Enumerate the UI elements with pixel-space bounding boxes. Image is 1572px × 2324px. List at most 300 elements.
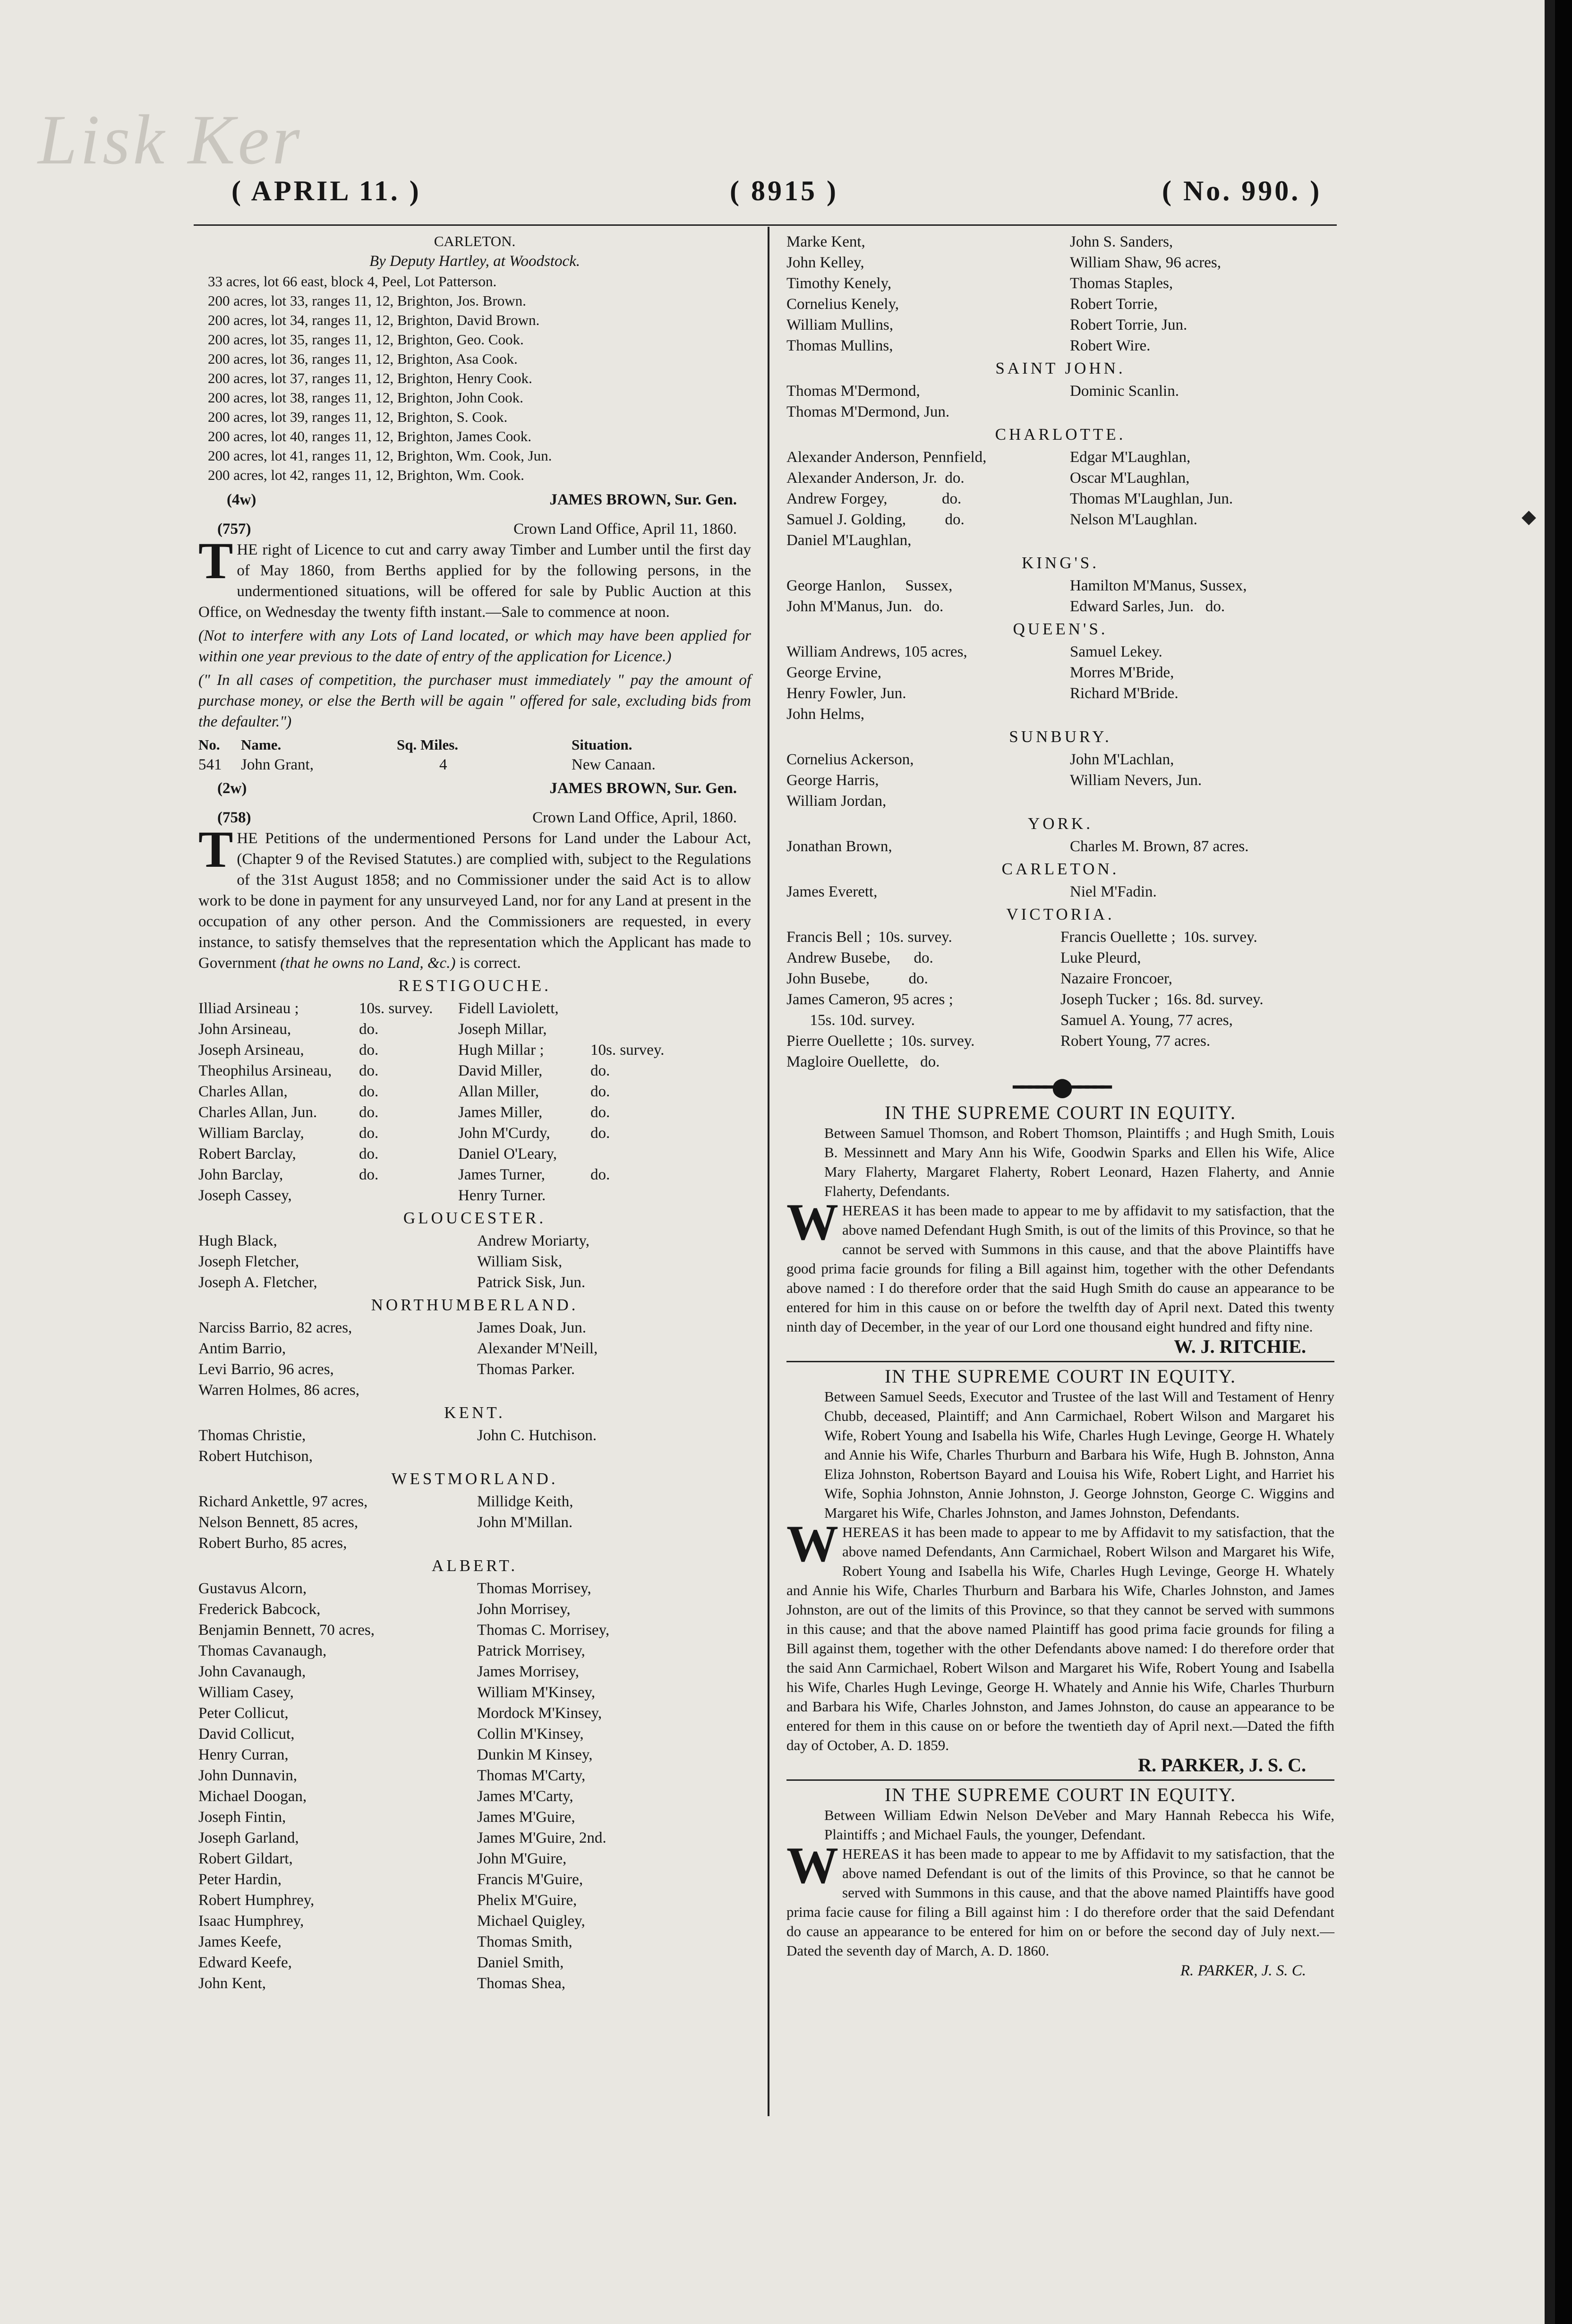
entry-cell: Robert Torrie, xyxy=(1070,296,1158,313)
entry-cell: Hamilton M'Manus, Sussex, xyxy=(1070,577,1247,594)
entry-cell: Nelson Bennett, 85 acres, xyxy=(198,1514,359,1531)
entry-cell: Frederick Babcock, xyxy=(198,1601,321,1618)
applicant-row xyxy=(198,1144,751,1164)
entry-cell: John M'Guire, xyxy=(477,1850,567,1867)
applicant-row xyxy=(198,1848,751,1869)
applicant-row xyxy=(786,294,1334,315)
applicant-row xyxy=(786,402,1334,422)
applicant-row xyxy=(198,1682,751,1703)
applicant-row xyxy=(786,530,1334,551)
york-heading: YORK. xyxy=(1028,814,1093,833)
entry-cell: Phelix M'Guire, xyxy=(477,1892,577,1909)
applicant-row xyxy=(198,1164,751,1185)
applicant-row xyxy=(198,1640,751,1661)
applicant-row xyxy=(786,683,1334,704)
entry-cell: Thomas M'Dermond, Jun. xyxy=(786,403,950,420)
applicant-row xyxy=(198,1446,751,1467)
entry-cell: John S. Sanders, xyxy=(1070,233,1173,250)
york-list xyxy=(786,836,1334,857)
entry-cell: Samuel A. Young, 77 acres, xyxy=(1060,1012,1233,1029)
entry-cell: John Barclay, xyxy=(198,1166,283,1183)
entry-cell: Dominic Scanlin. xyxy=(1070,383,1179,400)
court-notice-2-signature: R. PARKER, J. S. C. xyxy=(1138,1754,1306,1776)
applicant-row xyxy=(198,1019,751,1040)
licence-note: (Not to interfere with any Lots of Land located, or which may have been applied for within one year previous to the date of entry of the application for Licence.) xyxy=(198,627,751,665)
applicant-row xyxy=(198,1786,751,1807)
section-rule xyxy=(786,1361,1334,1362)
applicant-row xyxy=(786,791,1334,812)
restigouche-list xyxy=(198,998,751,1206)
entry-cell: Morres M'Bride, xyxy=(1070,664,1174,681)
entry-cell: Thomas Shea, xyxy=(477,1975,565,1992)
applicant-row xyxy=(786,315,1334,335)
applicant-row xyxy=(786,509,1334,530)
entry-cell: James Morrisey, xyxy=(477,1663,579,1680)
victoria-heading: VICTORIA. xyxy=(1006,905,1115,923)
entry-cell: Thomas Cavanaugh, xyxy=(198,1642,327,1659)
entry-cell: William Jordan, xyxy=(786,793,887,810)
entry-cell: Thomas Mullins, xyxy=(786,337,893,354)
entry-cell: Andrew Busebe, do. xyxy=(786,949,933,966)
kent-heading: KENT. xyxy=(444,1403,505,1422)
court-notice-3-body: WHEREAS it has been made to appear to me by Affidavit to my satisfaction, that the above named Defendant is out of the limits of this Province, so that he cannot be served with Summons in this cause, and that the above named Plaintiffs have good prima facie cause for filing a Bill against him : I do therefore order that the said Defendant do cause an appearance to be entered for him on or before the second day of July next.—Dated the seventh day of March, A. D. 1860. xyxy=(786,1837,1334,1959)
licence-notice-body: THE right of Licence to cut and carry away Timber and Lumber until the first day of May 1860, from Berths applied for by the following persons, in the undermentioned situations, will be offered for sale by Public Auction at this Office, on Wednesday the twenty fifth instant.—Sale to commence at noon. xyxy=(198,532,751,621)
court-notice-2-body: WHEREAS it has been made to appear to me by Affidavit to my satisfaction, that the above named Defendants, Ann Carmichael, Robert Wilson and Margaret his Wife, Robert Young and Isabella his Wife, Charles Hugh Levinge, George H. Whately and Annie his Wife, Charles Thurburn and Barbara his Wife, Charles Johnston, and James Johnston, are out of the limits of this Province, so that they cannot be served with summons in this cause; and that the above named Plaintiff has good prima facie grounds for filing a Bill against them, together with the other Defendants above named: I do therefore order that the said Ann Carmichael, Robert Wilson and Margaret his Wife, Robert Young and Isabella his Wife, Charles Hugh Levinge, George H. Whately and Annie his Wife, Charles Thurburn and Barbara his Wife, Charles Johnston, and James Johnston, do cause an appearance to be entered for them in this cause on or before the twentieth day of April next.—Dated the fifth day of October, A. D. 1859. xyxy=(786,1515,1334,1753)
entry-cell: Robert Wire. xyxy=(1070,337,1151,354)
entry-cell: Isaac Humphrey, xyxy=(198,1913,304,1930)
applicant-row xyxy=(198,1081,751,1102)
entry-cell: William Mullins, xyxy=(786,316,894,333)
entry-cell: Patrick Morrisey, xyxy=(477,1642,585,1659)
applicant-row xyxy=(198,1599,751,1620)
applicant-row xyxy=(198,1744,751,1765)
albert-continued-list xyxy=(786,231,1334,356)
entry-cell: Thomas Morrisey, xyxy=(477,1580,591,1597)
entry-cell: Thomas M'Carty, xyxy=(477,1767,586,1784)
entry-cell: Edgar M'Laughlan, xyxy=(1070,449,1191,466)
entry-cell: do. xyxy=(359,1021,379,1038)
westmorland-list xyxy=(198,1491,751,1554)
entry-cell: Hugh Black, xyxy=(198,1232,277,1249)
lot-entry: 200 acres, lot 42, ranges 11, 12, Brighton, Wm. Cook. xyxy=(208,467,524,483)
applicant-row xyxy=(198,1620,751,1640)
entry-cell: Joseph A. Fletcher, xyxy=(198,1274,317,1291)
entry-cell: Andrew Moriarty, xyxy=(477,1232,590,1249)
applicant-row xyxy=(786,704,1334,725)
lot-entry: 200 acres, lot 36, ranges 11, 12, Brighton, Asa Cook. xyxy=(208,350,518,367)
entry-cell: William Barclay, xyxy=(198,1125,304,1142)
court-notice-1-signature: W. J. RITCHIE. xyxy=(1174,1336,1306,1357)
applicant-row xyxy=(786,1051,1334,1072)
northumberland-heading: NORTHUMBERLAND. xyxy=(371,1296,579,1314)
entry-cell: Theophilus Arsineau, xyxy=(198,1062,332,1079)
entry-cell: Jonathan Brown, xyxy=(786,838,892,855)
westmorland-heading: WESTMORLAND. xyxy=(391,1470,558,1488)
applicant-row xyxy=(198,1317,751,1338)
entry-cell: Joseph Fintin, xyxy=(198,1809,286,1826)
entry-cell: John C. Hutchison. xyxy=(477,1427,597,1444)
licence-table-header: No. Name. Sq. Miles. Situation. xyxy=(198,736,632,753)
applicant-row xyxy=(198,1973,751,1994)
entry-cell: David Miller, xyxy=(458,1062,543,1079)
entry-cell: William Sisk, xyxy=(477,1253,563,1270)
entry-cell: Joseph Tucker ; 16s. 8d. survey. xyxy=(1060,991,1264,1008)
lot-entry: 200 acres, lot 35, ranges 11, 12, Brighton, Geo. Cook. xyxy=(208,331,524,348)
entry-cell: John M'Lachlan, xyxy=(1070,751,1174,768)
entry-cell: William Andrews, 105 acres, xyxy=(786,643,967,660)
entry-cell: John Morrisey, xyxy=(477,1601,571,1618)
entry-cell: Thomas M'Laughlan, Jun. xyxy=(1070,490,1233,507)
entry-cell: Thomas Parker. xyxy=(477,1361,575,1378)
entry-cell: George Ervine, xyxy=(786,664,881,681)
entry-cell: John M'Manus, Jun. do. xyxy=(786,598,944,615)
entry-cell: Henry Turner. xyxy=(458,1187,546,1204)
entry-cell: James Miller, xyxy=(458,1104,543,1121)
applicant-row xyxy=(198,1060,751,1081)
carleton-heading: CARLETON. xyxy=(434,233,516,249)
entry-cell: Francis Bell ; 10s. survey. xyxy=(786,929,952,946)
carleton-lot-list xyxy=(198,272,751,485)
applicant-row xyxy=(786,335,1334,356)
deputy-line: By Deputy Hartley, at Woodstock. xyxy=(369,253,580,270)
applicant-row xyxy=(198,1578,751,1599)
right-column xyxy=(786,231,1334,1981)
office-dateline: Crown Land Office, April 11, 1860. xyxy=(513,521,737,538)
entry-cell: John Helms, xyxy=(786,706,864,723)
applicant-row xyxy=(198,1765,751,1786)
court-notice-1-parties: Between Samuel Thomson, and Robert Thomson, Plaintiffs ; and Hugh Smith, Louis B. Messinnett and Mary Ann his Wife, Goodwin Sparks and Ellen his Wife, Alice Mary Flaherty, Margaret Flaherty, Robert Leonard, Hazen Flaherty, and Annie Flaherty, Defendants. xyxy=(824,1125,1334,1199)
entry-cell: Thomas C. Morrisey, xyxy=(477,1622,610,1639)
competition-note: (" In all cases of competition, the purchaser must immediately " pay the amount of purchase money, or else the Berth will be again " offered for sale, excluding bids from the defaulter.") xyxy=(198,672,751,730)
entry-cell: Peter Hardin, xyxy=(198,1871,282,1888)
entry-cell: John Busebe, do. xyxy=(786,970,928,987)
applicant-row xyxy=(198,1338,751,1359)
court-notice-3-signature: R. PARKER, J. S. C. xyxy=(1180,1962,1306,1979)
applicant-row xyxy=(198,1102,751,1123)
entry-cell: John Dunnavin, xyxy=(198,1767,297,1784)
entry-cell: John Cavanaugh, xyxy=(198,1663,306,1680)
entry-cell: Joseph Garland, xyxy=(198,1829,299,1846)
entry-cell: George Hanlon, Sussex, xyxy=(786,577,953,594)
applicant-row xyxy=(786,468,1334,488)
entry-cell: Illiad Arsineau ; xyxy=(198,1000,299,1017)
entry-cell: Peter Collicut, xyxy=(198,1705,289,1722)
entry-cell xyxy=(359,1185,458,1206)
entry-cell: do. xyxy=(359,1166,379,1183)
applicant-row xyxy=(198,1272,751,1293)
notice-tag: (2w) xyxy=(217,780,247,797)
entry-cell: Alexander Anderson, Jr. do. xyxy=(786,470,965,487)
gloucester-list xyxy=(198,1230,751,1293)
notice-number: (758) xyxy=(217,809,251,826)
pencil-annotation: Lisk Ker xyxy=(38,101,303,179)
entry-cell: Charles Allan, xyxy=(198,1083,288,1100)
entry-cell: William M'Kinsey, xyxy=(477,1684,595,1701)
entry-cell: Joseph Arsineau, xyxy=(198,1042,304,1059)
entry-cell: do. xyxy=(359,1083,379,1100)
applicant-row xyxy=(786,488,1334,509)
entry-cell: Nelson M'Laughlan. xyxy=(1070,511,1197,528)
entry-cell: Samuel Lekey. xyxy=(1070,643,1162,660)
entry-cell: Robert Burho, 85 acres, xyxy=(198,1535,347,1552)
entry-cell: Luke Pleurd, xyxy=(1060,949,1141,966)
entry-cell: Cornelius Kenely, xyxy=(786,296,899,313)
entry-cell: James Cameron, 95 acres ; xyxy=(786,991,953,1008)
entry-cell: Alexander Anderson, Pennfield, xyxy=(786,449,987,466)
entry-cell: Joseph Cassey, xyxy=(198,1187,292,1204)
applicant-row xyxy=(786,1010,1334,1031)
applicant-row xyxy=(198,1952,751,1973)
entry-cell: 10s. survey. xyxy=(590,1042,665,1059)
entry-cell: Edward Keefe, xyxy=(198,1954,292,1971)
sunbury-list xyxy=(786,749,1334,812)
charlotte-list xyxy=(786,447,1334,551)
entry-cell: do. xyxy=(359,1062,379,1079)
licence-table-row: 541 John Grant, 4 New Canaan. xyxy=(198,756,656,773)
entry-cell: Francis M'Guire, xyxy=(477,1871,583,1888)
entry-cell: Niel M'Fadin. xyxy=(1070,883,1157,900)
applicant-row xyxy=(198,1661,751,1682)
entry-cell: Patrick Sisk, Jun. xyxy=(477,1274,586,1291)
entry-cell: John M'Curdy, xyxy=(458,1125,550,1142)
entry-cell: do. xyxy=(590,1104,610,1121)
lot-entry: 200 acres, lot 41, ranges 11, 12, Brighton, Wm. Cook, Jun. xyxy=(208,447,552,464)
applicant-row xyxy=(786,252,1334,273)
applicant-row xyxy=(198,1230,751,1251)
applicant-row xyxy=(786,381,1334,402)
entry-cell: Allan Miller, xyxy=(458,1083,539,1100)
entry-cell: do. xyxy=(359,1145,379,1162)
applicant-row xyxy=(198,998,751,1019)
sunbury-heading: SUNBURY. xyxy=(1009,727,1112,746)
queens-heading: QUEEN'S. xyxy=(1013,620,1108,638)
entry-cell: Hugh Millar ; xyxy=(458,1042,544,1059)
entry-cell: Daniel Smith, xyxy=(477,1954,564,1971)
applicant-row xyxy=(198,1724,751,1744)
kings-list xyxy=(786,575,1334,617)
carleton-2-list xyxy=(786,881,1334,902)
entry-cell: 10s. survey. xyxy=(359,1000,433,1017)
entry-cell: 15s. 10d. survey. xyxy=(786,1012,915,1029)
entry-cell: John Arsineau, xyxy=(198,1021,291,1038)
entry-cell: Thomas M'Dermond, xyxy=(786,383,920,400)
charlotte-heading: CHARLOTTE. xyxy=(995,425,1126,444)
kings-heading: KING'S. xyxy=(1021,554,1099,572)
carleton-2-heading: CARLETON. xyxy=(1001,860,1119,878)
entry-cell: Alexander M'Neill, xyxy=(477,1340,598,1357)
albert-heading: ALBERT. xyxy=(431,1556,518,1575)
lot-entry: 200 acres, lot 38, ranges 11, 12, Brighton, John Cook. xyxy=(208,389,523,406)
court-notice-1-body: WHEREAS it has been made to appear to me by affidavit to my satisfaction, that the above named Defendant Hugh Smith, is out of the limits of this Province, so that he cannot be served with Summons in this cause, and that the above Plaintiffs have good prima facie grounds for filing a Bill against him, together with the other Defendants above named : I do therefore order that the said Hugh Smith do cause an appearance to be entered for him in this cause on or before the twelfth day of April next. Dated this twenty ninth day of December, in the year of our Lord one thousand eight hundred and fifty nine. xyxy=(786,1193,1334,1335)
kent-list xyxy=(198,1425,751,1467)
entry-cell: Henry Fowler, Jun. xyxy=(786,685,906,702)
applicant-row xyxy=(198,1425,751,1446)
lot-entry: 200 acres, lot 39, ranges 11, 12, Brighton, S. Cook. xyxy=(208,409,508,425)
applicant-row xyxy=(786,575,1334,596)
entry-cell: James M'Guire, xyxy=(477,1809,575,1826)
entry-cell: William Nevers, Jun. xyxy=(1070,772,1202,789)
header-page-number: ( 8915 ) xyxy=(730,175,838,206)
entry-cell: Daniel M'Laughlan, xyxy=(786,532,912,549)
entry-cell: Edward Sarles, Jun. do. xyxy=(1070,598,1225,615)
entry-cell: Robert Barclay, xyxy=(198,1145,296,1162)
notice-number: (757) xyxy=(217,521,251,538)
applicant-row xyxy=(198,1512,751,1533)
entry-cell: Warren Holmes, 86 acres, xyxy=(198,1382,359,1399)
applicant-row xyxy=(198,1251,751,1272)
column-rule xyxy=(768,227,769,2116)
applicant-row xyxy=(786,948,1334,968)
entry-cell: Collin M'Kinsey, xyxy=(477,1726,584,1743)
entry-cell: do. xyxy=(590,1166,610,1183)
applicant-row xyxy=(786,447,1334,468)
entry-cell: Richard Ankettle, 97 acres, xyxy=(198,1493,368,1510)
applicant-row xyxy=(198,1890,751,1911)
applicant-row xyxy=(198,1040,751,1060)
entry-cell: Oscar M'Laughlan, xyxy=(1070,470,1190,487)
entry-cell: James M'Carty, xyxy=(477,1788,573,1805)
lot-entry: 33 acres, lot 66 east, block 4, Peel, Lot Patterson. xyxy=(208,273,497,290)
applicant-row xyxy=(198,1533,751,1554)
entry-cell: Michael Quigley, xyxy=(477,1913,585,1930)
entry-cell: do. xyxy=(590,1062,610,1079)
saint-john-list xyxy=(786,381,1334,422)
applicant-row xyxy=(786,231,1334,252)
entry-cell: James M'Guire, 2nd. xyxy=(477,1829,607,1846)
applicant-row xyxy=(786,927,1334,948)
entry-cell: Pierre Ouellette ; 10s. survey. xyxy=(786,1033,975,1050)
albert-list xyxy=(198,1578,751,1994)
entry-cell: David Collicut, xyxy=(198,1726,295,1743)
entry-cell: John Kelley, xyxy=(786,254,864,271)
entry-cell: Joseph Millar, xyxy=(458,1021,547,1038)
entry-cell: James Everett, xyxy=(786,883,878,900)
applicant-row xyxy=(786,1031,1334,1051)
entry-cell: John M'Millan. xyxy=(477,1514,573,1531)
saint-john-heading: SAINT JOHN. xyxy=(995,359,1126,377)
applicant-row xyxy=(198,1491,751,1512)
entry-cell: James Keefe, xyxy=(198,1933,282,1950)
entry-cell: Daniel O'Leary, xyxy=(458,1145,557,1162)
northumberland-list xyxy=(198,1317,751,1401)
entry-cell: Levi Barrio, 96 acres, xyxy=(198,1361,334,1378)
header-date: ( APRIL 11. ) xyxy=(231,175,421,206)
signature: JAMES BROWN, Sur. Gen. xyxy=(549,491,737,508)
applicant-row xyxy=(198,1703,751,1724)
entry-cell: Mordock M'Kinsey, xyxy=(477,1705,602,1722)
applicant-row xyxy=(198,1185,751,1206)
entry-cell: Thomas Staples, xyxy=(1070,275,1173,292)
entry-cell: Henry Curran, xyxy=(198,1746,289,1763)
entry-cell: Marke Kent, xyxy=(786,233,865,250)
office-dateline: Crown Land Office, April, 1860. xyxy=(532,809,737,826)
applicant-row xyxy=(786,989,1334,1010)
restigouche-heading: RESTIGOUCHE. xyxy=(398,976,551,995)
applicant-row xyxy=(198,1359,751,1380)
pointer-mark: ◆ xyxy=(1521,506,1536,527)
entry-cell: Thomas Christie, xyxy=(198,1427,306,1444)
entry-cell: Thomas Smith, xyxy=(477,1933,572,1950)
applicant-row xyxy=(198,1931,751,1952)
applicant-row xyxy=(198,1869,751,1890)
applicant-row xyxy=(786,770,1334,791)
entry-cell: William Shaw, 96 acres, xyxy=(1070,254,1222,271)
court-notice-1-title: IN THE SUPREME COURT IN EQUITY. xyxy=(884,1102,1237,1123)
entry-cell: Charles Allan, Jun. xyxy=(198,1104,317,1121)
applicant-row xyxy=(198,1123,751,1144)
entry-cell: Robert Torrie, Jun. xyxy=(1070,316,1188,333)
entry-cell: Benjamin Bennett, 70 acres, xyxy=(198,1622,375,1639)
entry-cell: Millidge Keith, xyxy=(477,1493,573,1510)
entry-cell: James Turner, xyxy=(458,1166,545,1183)
header-rule xyxy=(194,224,1337,226)
entry-cell: Timothy Kenely, xyxy=(786,275,892,292)
entry-cell: Francis Ouellette ; 10s. survey. xyxy=(1060,929,1257,946)
court-notice-2-title: IN THE SUPREME COURT IN EQUITY. xyxy=(884,1366,1237,1387)
entry-cell: Dunkin M Kinsey, xyxy=(477,1746,593,1763)
entry-cell: William Casey, xyxy=(198,1684,294,1701)
ornamental-divider: ━━━━━ ⬤ ━━━━━ xyxy=(1013,1077,1108,1098)
entry-cell: Antim Barrio, xyxy=(198,1340,286,1357)
notice-tag: (4w) xyxy=(227,491,256,508)
applicant-row xyxy=(786,273,1334,294)
header-issue-number: ( No. 990. ) xyxy=(1162,175,1322,206)
entry-cell: do. xyxy=(590,1083,610,1100)
lot-entry: 200 acres, lot 40, ranges 11, 12, Brighton, James Cook. xyxy=(208,428,532,444)
applicant-row xyxy=(198,1807,751,1828)
entry-cell: Gustavus Alcorn, xyxy=(198,1580,307,1597)
applicant-row xyxy=(786,662,1334,683)
gloucester-heading: GLOUCESTER. xyxy=(403,1209,547,1227)
court-notice-3-title: IN THE SUPREME COURT IN EQUITY. xyxy=(884,1784,1237,1805)
applicant-row xyxy=(198,1380,751,1401)
queens-list xyxy=(786,641,1334,725)
left-column xyxy=(198,231,751,1994)
court-notice-2-parties: Between Samuel Seeds, Executor and Trustee of the last Will and Testament of Henry Chubb, deceased, Plaintiff; and Ann Carmichael, Robert Wilson and Margaret his Wife, Robert Young and Isabella his Wife, Charles Hugh Levinge, George H. Whately and Annie his Wife, Charles Thurburn and Barbara his Wife, Hugh B. Johnston, Anna Eliza Johnston, Robertson Bayard and Louisa his Wife, Robert Light, and Harriet his Wife, Sophia Johnston, Annie Johnston, J. George Johnston, George C. Wiggins and Margaret his Wife, Charles Johnston, and James Johnston, Defendants. xyxy=(824,1388,1334,1521)
section-rule xyxy=(786,1779,1334,1781)
lot-entry: 200 acres, lot 34, ranges 11, 12, Brighton, David Brown. xyxy=(208,312,540,328)
applicant-row xyxy=(786,641,1334,662)
signature: JAMES BROWN, Sur. Gen. xyxy=(549,780,737,797)
entry-cell: Robert Humphrey, xyxy=(198,1892,315,1909)
entry-cell: Fidell Laviolett, xyxy=(458,1000,559,1017)
entry-cell: John Kent, xyxy=(198,1975,266,1992)
entry-cell: Samuel J. Golding, do. xyxy=(786,511,965,528)
victoria-list xyxy=(786,927,1334,1072)
entry-cell: Magloire Ouellette, do. xyxy=(786,1053,940,1070)
lot-entry: 200 acres, lot 33, ranges 11, 12, Brighton, Jos. Brown. xyxy=(208,292,526,309)
entry-cell: do. xyxy=(590,1125,610,1142)
applicant-row xyxy=(198,1828,751,1848)
applicant-row xyxy=(786,881,1334,902)
court-notice-3-parties: Between William Edwin Nelson DeVeber and Mary Hannah Rebecca his Wife, Plaintiffs ; and Michael Fauls, the younger, Defendant. xyxy=(824,1807,1334,1843)
entry-cell: Nazaire Froncoer, xyxy=(1060,970,1172,987)
entry-cell: Cornelius Ackerson, xyxy=(786,751,914,768)
entry-cell: Michael Doogan, xyxy=(198,1788,307,1805)
labour-act-notice-body: THE Petitions of the undermentioned Persons for Land under the Labour Act, (Chapter 9 of the Revised Statutes.) are complied with, subject to the Regulations of the 31st August 1858; and no Commissioner under the said Act is to allow work to be done in payment for any unsurveyed Land, nor for any Land at present in the occupation of any other person. And the Commissioners are requested, in every instance, to satisfy themselves that the representation which the Applicant has made to Government (that he owns no Land, &c.) is correct. xyxy=(198,820,751,972)
applicant-row xyxy=(786,968,1334,989)
entry-cell: James Doak, Jun. xyxy=(477,1319,586,1336)
entry-cell: Richard M'Bride. xyxy=(1070,685,1179,702)
entry-cell: do. xyxy=(359,1104,379,1121)
applicant-row xyxy=(786,836,1334,857)
applicant-row xyxy=(786,596,1334,617)
applicant-row xyxy=(198,1911,751,1931)
entry-cell: Robert Gildart, xyxy=(198,1850,293,1867)
entry-cell: do. xyxy=(359,1125,379,1142)
entry-cell: Narciss Barrio, 82 acres, xyxy=(198,1319,352,1336)
entry-cell: Robert Young, 77 acres. xyxy=(1060,1033,1211,1050)
